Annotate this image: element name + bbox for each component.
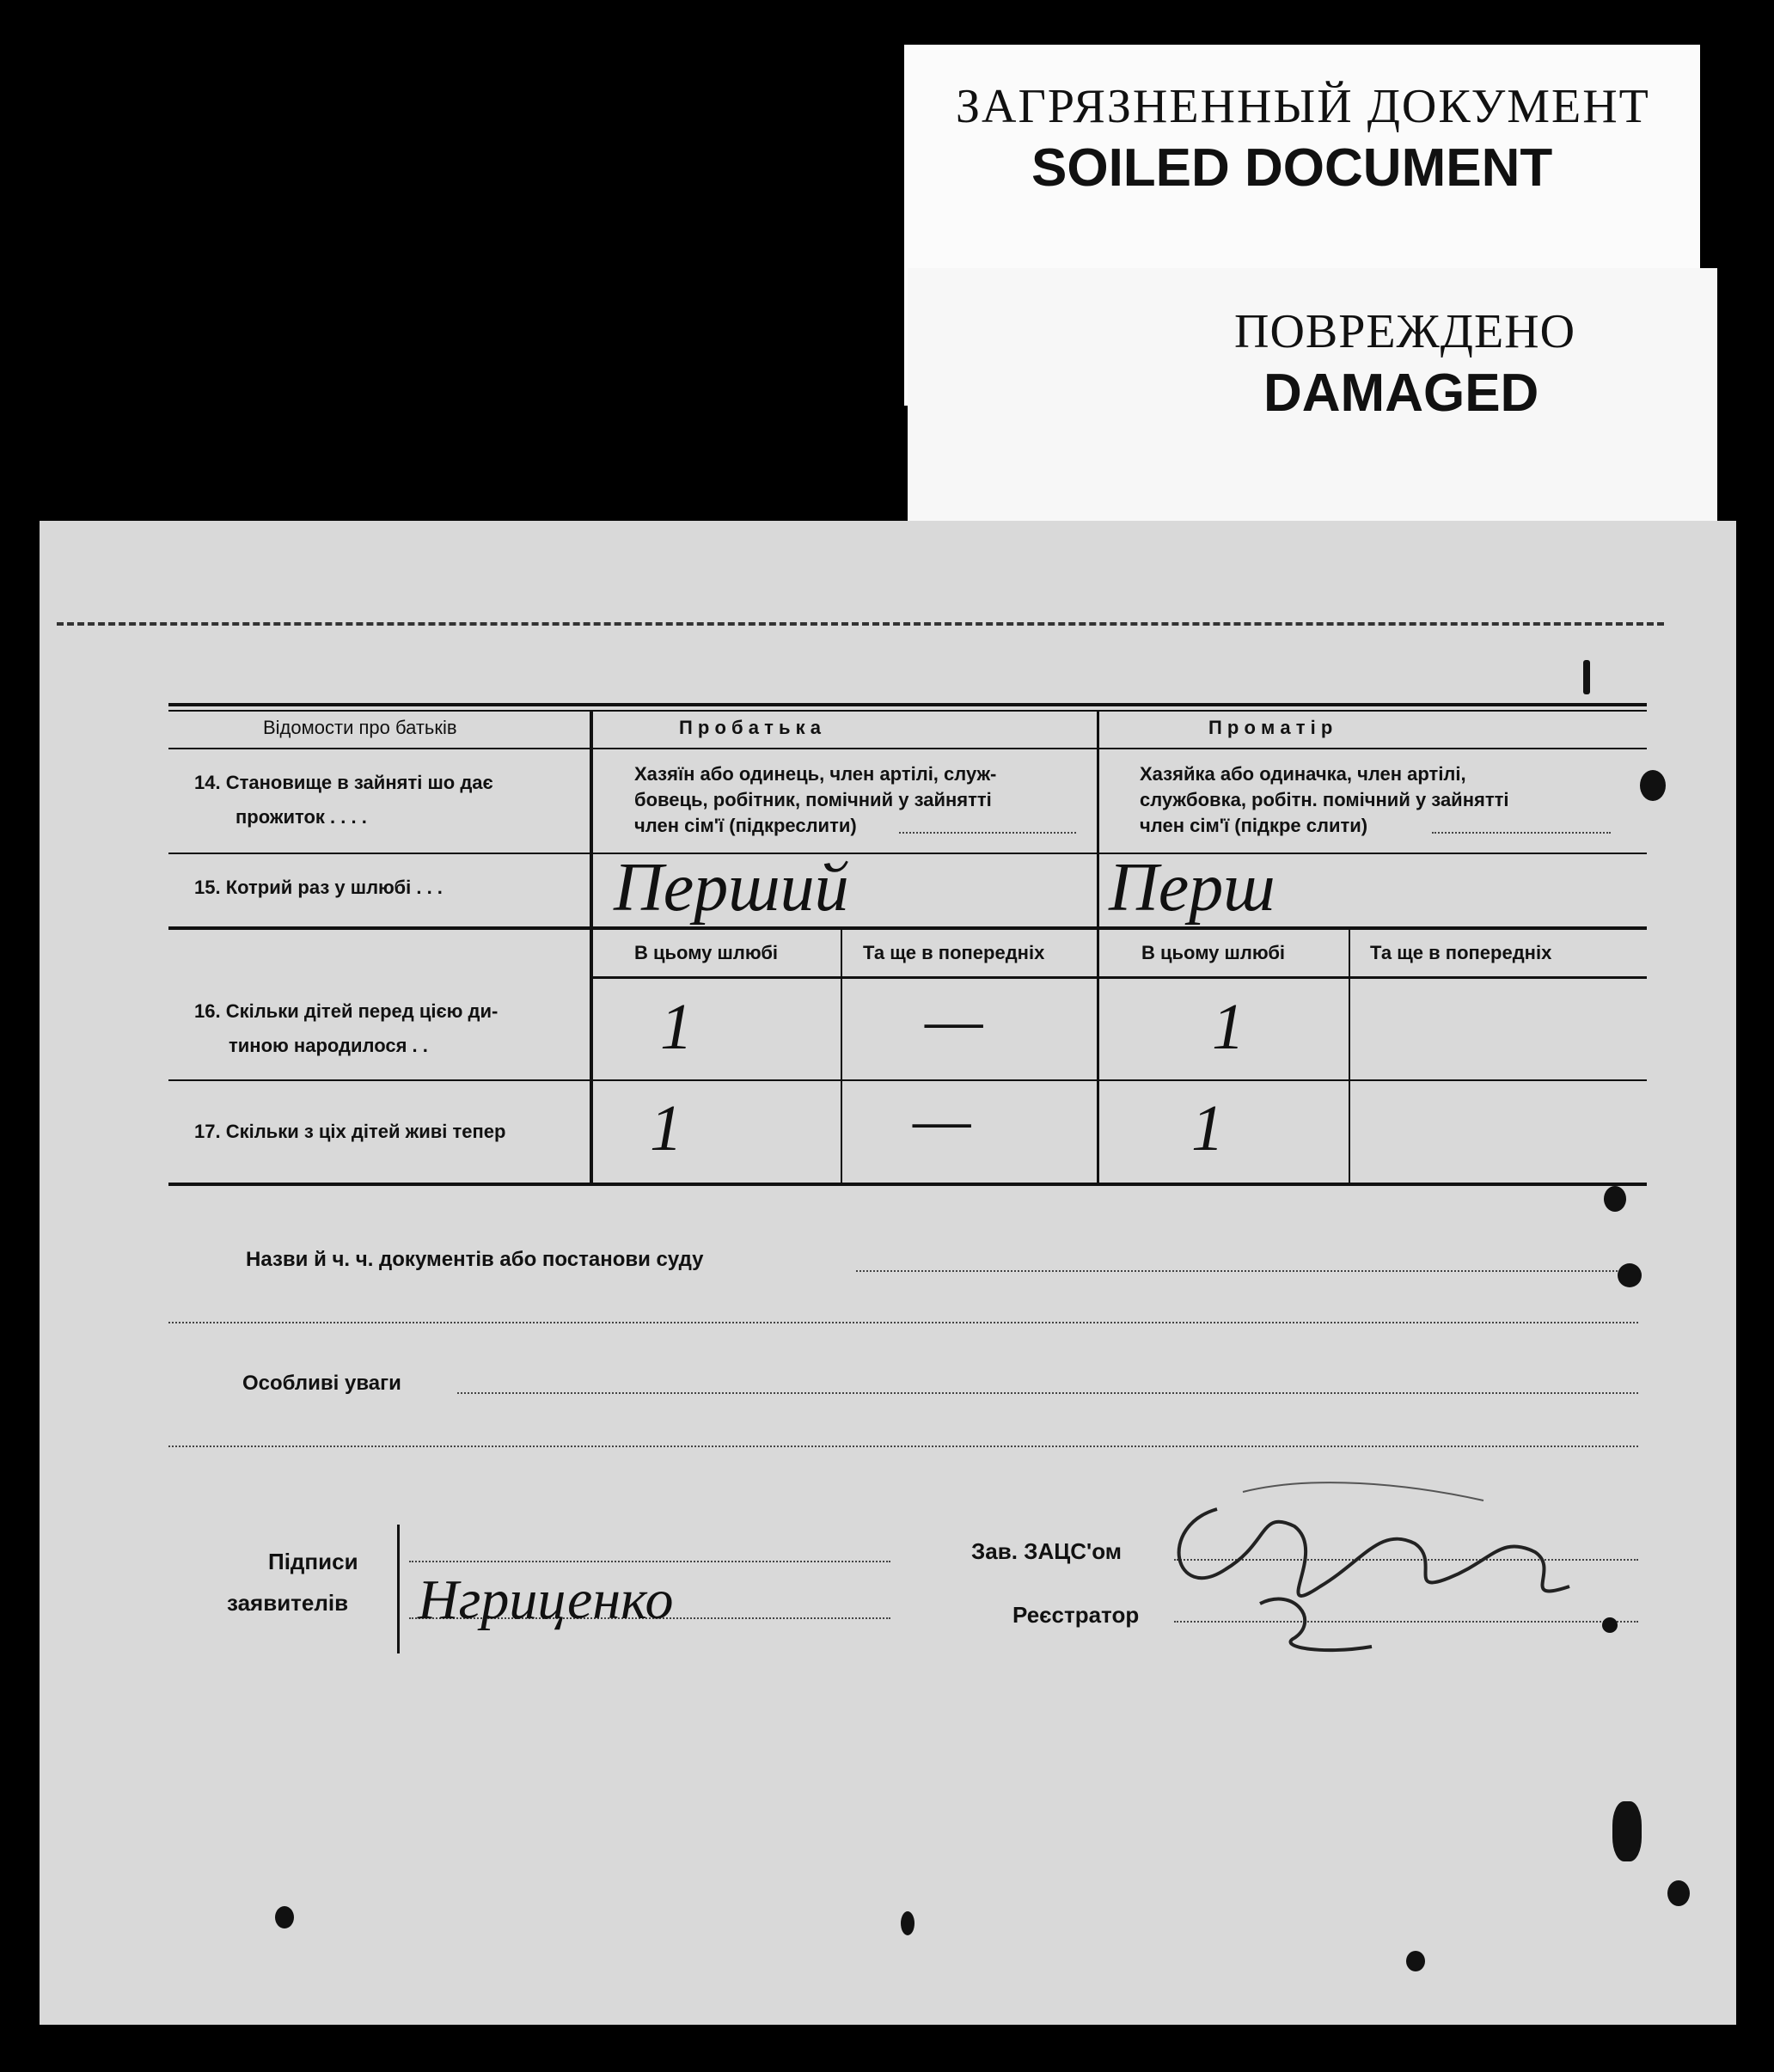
soiled-label-en: SOILED DOCUMENT [1031,138,1553,198]
row17-label: 17. Скільки з ціх дітей живі тепер [194,1121,506,1142]
notes-dots-1 [457,1392,1638,1394]
header-mother: П р о м а т і р [1208,717,1333,738]
row17-father-this: 1 [650,1092,682,1164]
header-father: П р о б а т ь к а [679,717,821,738]
applicant-signature: Нгриценко [418,1568,674,1631]
documents-dots-1 [856,1270,1638,1272]
damage-spot [901,1911,915,1935]
row14-label-line1: 14. Становище в зайняті шо дає [194,772,493,793]
table-top-rule-2 [168,710,1647,712]
row14-father-line1: Хазяїн або одинець, член артілі, служ- [634,763,997,785]
column-divider-2 [1097,712,1099,1184]
damage-spot [1612,1801,1642,1861]
row14-label-line2: прожиток . . . . [236,806,367,828]
damage-spot [1406,1951,1425,1971]
soiled-label-ru: ЗАГРЯЗНЕННЫЙ ДОКУМЕНТ [956,80,1650,133]
row14-bottom-rule [168,853,1647,854]
applicants-brace [397,1525,400,1653]
column-divider-father-sub [841,930,842,1184]
table-bottom-rule [168,1183,1647,1186]
row16-mother-this: 1 [1212,991,1245,1063]
row16-father-this: 1 [660,991,693,1063]
registrar-signature-scribble [1123,1475,1587,1681]
notes-dots-2 [168,1446,1638,1447]
row17-mother-this: 1 [1191,1092,1224,1164]
father-this-marriage-header: В цьому шлюбі [634,942,779,963]
row15-father-value: Перший [614,850,849,926]
row16-father-prev: — [925,984,983,1056]
row14-father-line3: член сім'ї (підкреслити) [634,815,857,836]
row14-father-line2: бовець, робітник, помічний у зайнятті [634,789,992,810]
subheader-bottom-rule [590,976,1647,979]
damage-spot [1583,660,1590,694]
documents-dots-2 [168,1322,1638,1323]
damaged-label-en: DAMAGED [1263,364,1539,423]
damage-spot [1640,770,1666,801]
row16-bottom-rule [168,1079,1647,1081]
row16-label-line2: тиною народилося . . [229,1035,428,1056]
damage-spot [275,1906,294,1928]
damaged-label [908,268,1717,523]
applicants-label-line2: заявителів [227,1590,349,1616]
column-divider-mother-sub [1349,930,1350,1184]
damage-spot [1667,1880,1690,1906]
applicants-label-line1: Підписи [268,1549,358,1574]
damaged-label-ru: ПОВРЕЖДЕНО [1234,305,1576,358]
document-sheet [40,521,1736,2025]
row14-mother-dots [1432,832,1611,834]
head-of-registry-label: Зав. ЗАЦС'ом [971,1538,1122,1564]
table-top-rule [168,703,1647,706]
row15-mother-value: Перш [1109,850,1275,926]
mother-this-marriage-header: В цьому шлюбі [1141,942,1286,963]
applicant-sign-dots-1 [409,1561,890,1562]
row14-mother-line1: Хазяйка або одиначка, член артілі, [1140,763,1466,785]
row15-bottom-rule [168,926,1647,930]
notes-label: Особливі уваги [242,1372,401,1395]
row17-father-prev: — [913,1084,971,1156]
damage-spot [1618,1263,1642,1287]
column-divider-1 [590,712,593,1184]
header-parents: Відомости про батьків [263,717,457,738]
header-bottom-rule [168,748,1647,749]
row16-label-line1: 16. Скільки дітей перед цією ди- [194,1000,499,1022]
tear-line [57,622,1664,626]
row15-label: 15. Котрий раз у шлюбі . . . [194,877,443,898]
registrar-label: Реєстратор [1012,1602,1140,1628]
row14-mother-line2: службовка, робітн. помічний у зайнятті [1140,789,1509,810]
father-previous-header: Та ще в попередніх [863,942,1045,963]
damage-spot [1602,1617,1618,1633]
row14-mother-line3: член сім'ї (підкре слити) [1140,815,1368,836]
mother-previous-header: Та ще в попередніх [1370,942,1552,963]
documents-label: Назви й ч. ч. документів або постанови суду [246,1248,704,1271]
row14-father-dots [899,832,1076,834]
damage-spot [1604,1186,1626,1212]
